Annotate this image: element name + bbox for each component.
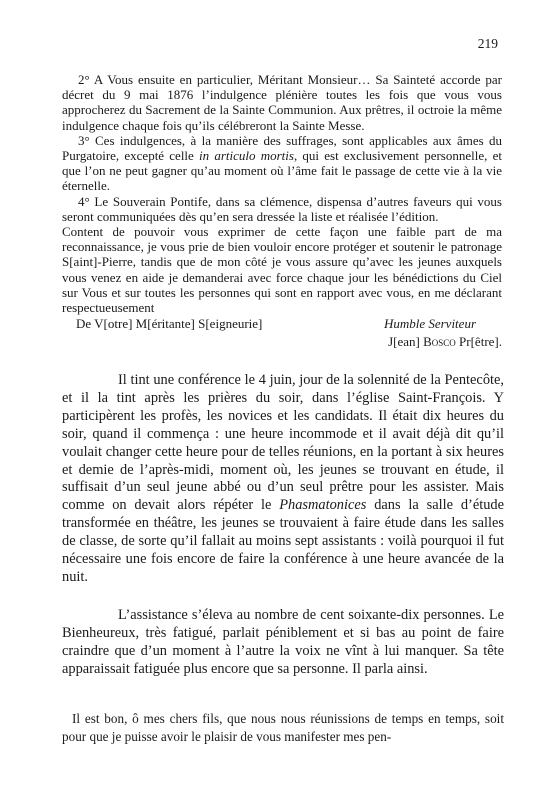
body-paragraph-2 [62,607,504,679]
closing-salutation: De V[otre] M[éritante] S[eigneurie] [76,316,263,332]
letter-paragraph-2: 2° A Vous ensuite en particulier, Méritant Monsieur… Sa Sainteté accorde par décret du 9 mai 1876 l’indulgence plénière toutes les fois que vous vous approcherez du Sacrement de la Sainte Communion. Aux prêtres, il octroie la même indulgence chaque fois qu’ils célébreront la Sainte Messe. [62,72,502,133]
letter-paragraph-3 [62,133,502,194]
letter-paragraph-4: 4° Le Souverain Pontife, dans sa clémence, dispensa d’autres faveurs qui vous seront communiquées dès qu’en sera dressée la liste et réalisée l’édition. [62,193,502,224]
quoted-letter [62,72,502,350]
play-title: Phasmatonices [279,497,367,514]
letter-paragraph-3-start: 3° Ces indulgences, à la manière des suffrages, sont applicables aux âmes du Purgatoire, excepté celle [62,132,502,164]
signature [62,334,502,349]
letter-closing [62,316,502,331]
latin-phrase: in articulo mortis [199,148,294,164]
body-paragraph-1-end: dans la salle d’étude transformée en théâtre, les jeunes se trouvaient à faire étude dans les salles de classe, de sorte qu’il fallait au moins sept assistants : voilà pourquoi il fut nécessaire une fois encore de faire la conférence à une heure avancée de la nuit. [62,497,504,585]
signature-surname: Bosco [423,334,456,350]
letter-paragraph-3-end: , qui est exclusivement personnelle, et que l’on ne peut gagner qu’au moment où l’âme fait le passage de cette vie à la vie éternelle. [62,148,502,194]
body-paragraph-1-start: Il tint une conférence le 4 juin, jour de la solennité de la Pentecôte, et il la tint après les prières du soir, dans l’église Saint-François. Y participèrent les profès, les novices et les candidats. Il était dix heures du soir, quand il commença : une heure incommode et il avait déjà dit qu’il voulait changer cette heure pour de telles réunions, en la portant à six heures et demie de l’après-midi, moment où, les jeunes se trouvant en étude, il suffisait d’un seul jeune abbé ou d’un seul prêtre pour les assister. Mais comme on devait alors répéter le [62,372,504,514]
page-number: 219 [477,36,498,51]
letter-paragraph-5: Content de pouvoir vous exprimer de cette façon une faible part de ma reconnaissance, je vous prie de bien vouloir encore protéger et soutenir le patronage S[aint]-Pierre, tandis que de mon côté je vous assure qu’avec les jeunes auxquels vous venez en aide je demanderai avec force chaque jour les bénédictions du Ciel sur Vous et sur toutes les personnes qui sont en rapport avec vous, en me déclarant respectueusement [62,224,502,316]
signature-first-name: J[ean] [388,334,424,350]
body-paragraph-2-text: L’assistance s’éleva au nombre de cent soixante-dix personnes. Le Bienheureux, très fatigué, parlait péniblement et si bas au point de faire craindre que d’un moment à l’autre la voix ne vînt à lui manquer. Sa tête apparaissait fatiguée plus encore que sa personne. Il parla ainsi. [62,607,504,677]
body-paragraph-3-text: Il est bon, ô mes chers fils, que nous nous réunissions de temps en temps, soit pour que je puisse avoir le plaisir de vous manifester mes pen- [62,711,504,744]
body-paragraph-1 [62,372,504,587]
body-paragraph-3 [62,710,504,746]
closing-humble-servant: Humble Serviteur [383,316,476,332]
signature-title: Pr[être]. [455,334,502,350]
